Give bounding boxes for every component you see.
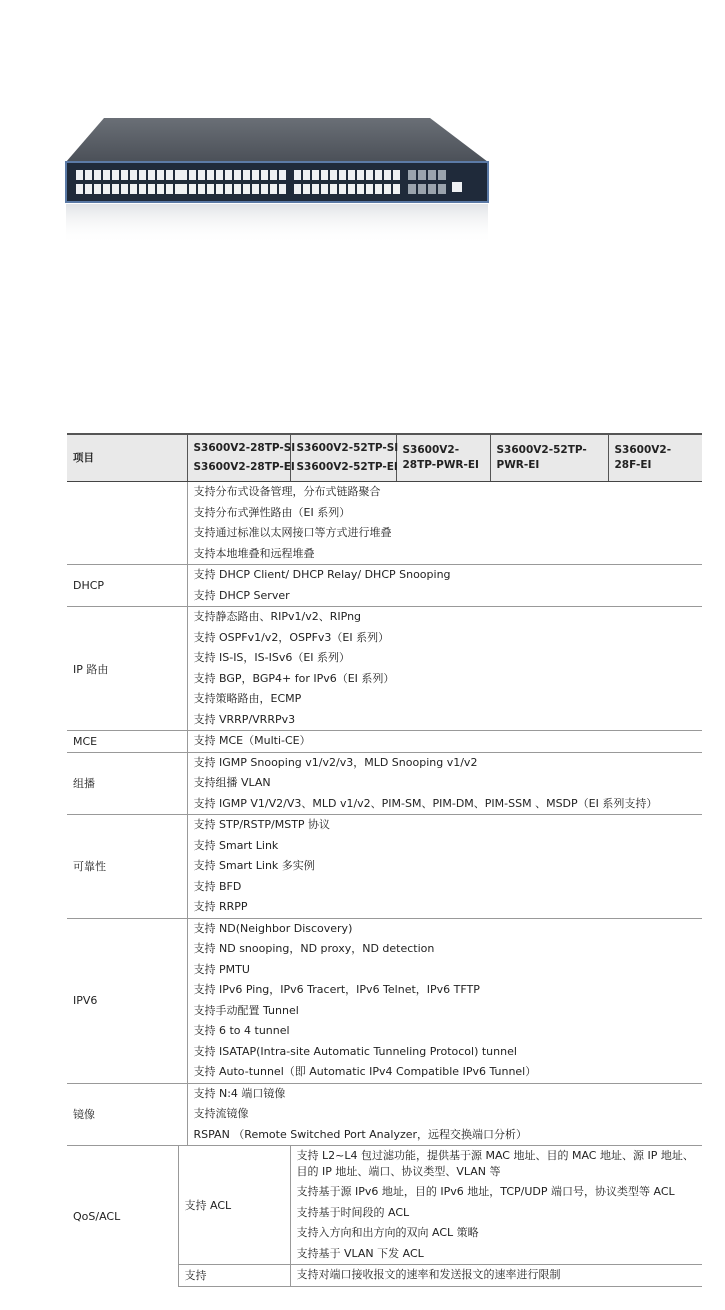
- ethernet-port: [189, 170, 196, 180]
- ethernet-port: [198, 184, 205, 194]
- feature-line: 支持分布式设备管理，分布式链路聚合: [193, 485, 381, 498]
- feature-line: 支持 IPv6 Ping，IPv6 Tracert，IPv6 Telnet，IPv6 TFTP: [193, 983, 480, 996]
- ethernet-port: [321, 170, 328, 180]
- ethernet-port: [207, 184, 214, 194]
- row-label: [67, 482, 187, 565]
- ethernet-port: [157, 170, 164, 180]
- row-label: 组播: [67, 752, 187, 815]
- ethernet-port: [112, 184, 119, 194]
- feature-line: 支持 DHCP Server: [193, 588, 290, 602]
- ethernet-port: [330, 184, 337, 194]
- ethernet-port: [357, 170, 364, 180]
- table-row: [67, 752, 702, 815]
- table-row: [67, 482, 702, 565]
- ethernet-port: [252, 184, 259, 194]
- ethernet-port: [294, 184, 301, 194]
- ethernet-port: [279, 184, 286, 194]
- row-label: IPV6: [67, 918, 187, 1083]
- ethernet-port: [330, 170, 337, 180]
- feature-line: 支持 ND snooping，ND proxy，ND detection: [193, 942, 435, 955]
- feature-line: 支持 6 to 4 tunnel: [193, 1024, 290, 1037]
- row-features: [290, 1265, 702, 1287]
- row-label: QoS/ACL: [73, 1209, 121, 1223]
- ethernet-port: [103, 170, 110, 180]
- ethernet-port: [148, 184, 155, 194]
- header-model: S3600V2-28TP-SI: [193, 442, 296, 454]
- table-row: [67, 731, 702, 753]
- feature-line: 支持对端口接收报文的速率和发送报文的速率进行限制: [296, 1268, 561, 1281]
- ethernet-port: [94, 170, 101, 180]
- feature-line: 支持 Smart Link: [193, 838, 279, 852]
- feature-line: 支持 BFD: [193, 879, 242, 893]
- row-label: 可靠性: [67, 815, 187, 919]
- header-model-52tp-pwr: S3600V2-52TP-PWR-EI: [490, 434, 608, 482]
- feature-line: 支持 MCE（Multi-CE）: [193, 734, 311, 747]
- ethernet-port: [225, 170, 232, 180]
- header-model-52tp: [290, 434, 399, 482]
- ethernet-port: [180, 170, 187, 180]
- row-features: [187, 482, 702, 565]
- feature-line: 支持入方向和出方向的双向 ACL 策略: [296, 1226, 479, 1239]
- header-model-28tp-pwr: S3600V2-28TP-PWR-EI: [396, 434, 490, 482]
- feature-line: 支持基于 VLAN 下发 ACL: [296, 1246, 424, 1260]
- ethernet-port: [348, 170, 355, 180]
- sfp-port: [408, 170, 416, 180]
- row-features: [187, 752, 702, 815]
- ethernet-port: [121, 170, 128, 180]
- row-features: [187, 607, 702, 731]
- ethernet-port: [294, 170, 301, 180]
- switch-front-panel: [66, 162, 488, 202]
- ethernet-port: [366, 170, 373, 180]
- feature-line: 支持 RRPP: [193, 900, 248, 913]
- ethernet-port: [234, 170, 241, 180]
- header-model-28tp: [187, 434, 296, 482]
- ethernet-port: [243, 184, 250, 194]
- ethernet-port: [384, 170, 391, 180]
- row-features: [187, 815, 702, 919]
- feature-line: 支持 BGP，BGP4+ for IPv6（EI 系列）: [193, 671, 395, 685]
- ethernet-port: [339, 170, 346, 180]
- ethernet-port: [148, 170, 155, 180]
- feature-line: 支持 L2~L4 包过滤功能，提供基于源 MAC 地址、目的 MAC 地址、源 IP 地址、目的 IP 地址、端口、协议类型、VLAN 等: [296, 1149, 694, 1178]
- ethernet-port: [312, 170, 319, 180]
- ethernet-port: [85, 184, 92, 194]
- ethernet-port: [121, 184, 128, 194]
- sfp-port: [428, 184, 436, 194]
- ethernet-port: [103, 184, 110, 194]
- feature-line: 支持本地堆叠和远程堆叠: [193, 546, 315, 560]
- header-model-28f: S3600V2-28F-EI: [608, 434, 702, 482]
- sfp-port: [428, 170, 436, 180]
- feature-line: 支持 PMTU: [193, 962, 250, 976]
- ethernet-port: [384, 184, 391, 194]
- ethernet-port: [180, 184, 187, 194]
- feature-line: 支持策略路由，ECMP: [193, 692, 302, 705]
- feature-line: 支持 STP/RSTP/MSTP 协议: [193, 818, 331, 831]
- feature-line: 支持手动配置 Tunnel: [193, 1003, 299, 1017]
- ethernet-port: [252, 170, 259, 180]
- ethernet-port: [279, 170, 286, 180]
- ethernet-port: [303, 184, 310, 194]
- feature-line: 支持基于时间段的 ACL: [296, 1205, 410, 1219]
- ethernet-port: [312, 184, 319, 194]
- sfp-port: [418, 184, 426, 194]
- ethernet-port: [375, 184, 382, 194]
- feature-line: 支持 DHCP Client/ DHCP Relay/ DHCP Snooping: [193, 568, 451, 581]
- table-row: [67, 918, 702, 1083]
- feature-line: 支持 IS-IS，IS-ISv6（EI 系列）: [193, 651, 351, 664]
- feature-line: 支持 OSPFv1/v2，OSPFv3（EI 系列）: [193, 630, 390, 644]
- ethernet-port: [76, 184, 83, 194]
- feature-line: 支持分布式弹性路由（EI 系列）: [193, 505, 351, 519]
- table-row: [67, 1083, 702, 1146]
- sfp-port: [408, 184, 416, 194]
- ethernet-port: [375, 170, 382, 180]
- ethernet-port: [348, 184, 355, 194]
- feature-line: 支持 N:4 端口镜像: [193, 1086, 286, 1100]
- feature-line: 支持 Auto-tunnel（即 Automatic IPv4 Compatible IPv6 Tunnel）: [193, 1065, 537, 1078]
- ethernet-port: [366, 184, 373, 194]
- feature-line: 支持 ISATAP(Intra-site Automatic Tunneling Protocol) tunnel: [193, 1044, 517, 1058]
- ethernet-port: [243, 170, 250, 180]
- sfp-port: [418, 170, 426, 180]
- row-features: [187, 1083, 702, 1146]
- row-label: IP 路由: [67, 607, 187, 731]
- spec-table: [67, 433, 702, 1287]
- ethernet-port: [189, 184, 196, 194]
- feature-line: 支持 ND(Neighbor Discovery): [193, 921, 353, 935]
- feature-line: 支持 VRRP/VRRPv3: [193, 712, 296, 726]
- ethernet-port: [130, 170, 137, 180]
- feature-line: 支持 IGMP Snooping v1/v2/v3，MLD Snooping v1/v2: [193, 755, 478, 769]
- ethernet-port: [85, 170, 92, 180]
- ethernet-port: [303, 170, 310, 180]
- row-label: 镜像: [67, 1083, 187, 1146]
- ethernet-port: [166, 184, 173, 194]
- ethernet-port: [261, 184, 268, 194]
- row-features: [187, 731, 702, 753]
- feature-line: 支持组播 VLAN: [193, 776, 271, 789]
- table-header-row: [67, 434, 702, 482]
- table-row: [67, 815, 702, 919]
- table-row: [67, 565, 702, 607]
- sub-label-acl: 支持 ACL: [178, 1146, 290, 1265]
- ethernet-port: [166, 170, 173, 180]
- ethernet-port: [130, 184, 137, 194]
- ethernet-port: [321, 184, 328, 194]
- feature-line: 支持流镜像: [193, 1107, 249, 1120]
- spec-table-body: [67, 482, 702, 1287]
- ethernet-port: [270, 184, 277, 194]
- ethernet-port: [139, 170, 146, 180]
- ethernet-port: [393, 184, 400, 194]
- ethernet-port: [261, 170, 268, 180]
- ethernet-port: [94, 184, 101, 194]
- ethernet-port: [112, 170, 119, 180]
- table-row: [67, 1146, 702, 1265]
- sfp-port: [438, 184, 446, 194]
- ethernet-port: [216, 170, 223, 180]
- ethernet-port: [357, 184, 364, 194]
- row-features: [290, 1146, 702, 1265]
- header-item: 项目: [67, 434, 187, 482]
- feature-line: RSPAN （Remote Switched Port Analyzer，远程交换端口分析）: [193, 1127, 528, 1141]
- ethernet-port: [207, 170, 214, 180]
- table-row: [67, 607, 702, 731]
- console-port: [452, 182, 462, 192]
- header-model: S3600V2-52TP-SI: [296, 442, 399, 454]
- ethernet-port: [339, 184, 346, 194]
- sfp-port: [438, 170, 446, 180]
- header-model: S3600V2-28TP-EI: [193, 461, 295, 473]
- row-label: MCE: [67, 731, 187, 753]
- row-label: DHCP: [67, 565, 187, 607]
- ethernet-port: [234, 184, 241, 194]
- feature-line: 支持 IGMP V1/V2/V3、MLD v1/v2、PIM-SM、PIM-DM、PIM-SSM 、MSDP（EI 系列支持）: [193, 796, 658, 810]
- switch-product-image: [60, 110, 500, 250]
- switch-reflection: [66, 204, 488, 244]
- ethernet-port: [216, 184, 223, 194]
- sub-label-rate: 支持: [178, 1265, 290, 1287]
- ethernet-port: [270, 170, 277, 180]
- ethernet-port: [225, 184, 232, 194]
- feature-line: 支持 Smart Link 多实例: [193, 859, 315, 872]
- feature-line: 支持基于源 IPv6 地址，目的 IPv6 地址，TCP/UDP 端口号，协议类型等 ACL: [296, 1185, 675, 1198]
- ethernet-port: [139, 184, 146, 194]
- ethernet-port: [393, 170, 400, 180]
- ethernet-port: [157, 184, 164, 194]
- header-model: S3600V2-52TP-EI: [296, 461, 398, 473]
- row-features: [187, 918, 702, 1083]
- feature-line: 支持静态路由、RIPv1/v2、RIPng: [193, 610, 362, 623]
- feature-line: 支持通过标准以太网接口等方式进行堆叠: [193, 526, 392, 539]
- row-features: [187, 565, 702, 607]
- switch-top-surface: [66, 118, 488, 162]
- ethernet-port: [76, 170, 83, 180]
- ethernet-port: [198, 170, 205, 180]
